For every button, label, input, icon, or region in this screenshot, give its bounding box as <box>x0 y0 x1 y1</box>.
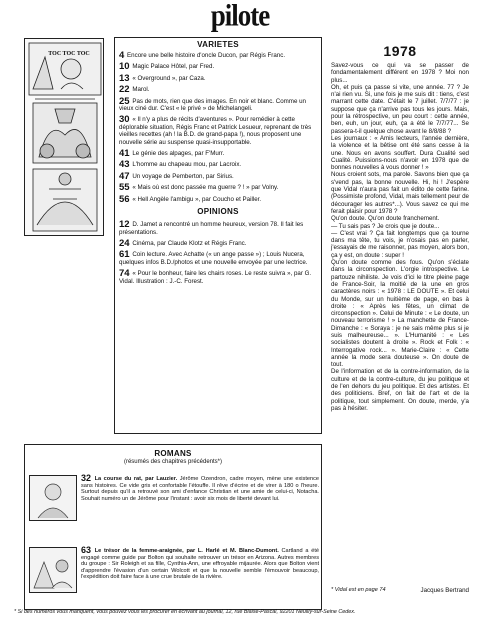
list-item <box>119 95 317 113</box>
editorial-body <box>331 62 469 412</box>
item-text: Le génie des alpages, par F'Murr. <box>132 150 225 158</box>
item-text: « Pour le bonheur, faire les chairs roses. Le reste suivra », par G. Vidal. Illustration : J.-C. Forest. <box>119 270 312 285</box>
opinions-list <box>115 218 321 285</box>
romans-box <box>24 444 322 610</box>
editorial-paragraph: De l'information et de la contre-information, de la culture et de la contre-culture, du jeu politique et de l'en dehors du jeu politique. Et des artistes. Et des politiciens. Bref, on fait de l'art et de la politique, tout simplement. On doute, merde, y'a pas à hésiter. <box>331 368 469 412</box>
list-item <box>119 182 317 194</box>
romans-subtitle: (résumés des chapitres précédents*) <box>123 459 223 465</box>
page-number: 47 <box>119 170 130 182</box>
editorial-paragraph: Les journaux : « Amis lecteurs, l'année dernière, la violence et la bêtise ont été sans cesse à la une. Nous en avons souffert. Dura Cualité sed Cualité. Puissions-nous n'avoir en 1978 que de bonnes nouvelles à vous donner ! » <box>331 134 469 172</box>
item-text: « Overground », par Caza. <box>132 74 206 82</box>
page-number: 30 <box>119 114 130 126</box>
roman-text <box>81 475 319 502</box>
roman-thumbnail <box>29 475 77 521</box>
item-text: Cinéma, par Claude Klotz et Régis Franc. <box>132 239 247 247</box>
table-of-contents <box>114 37 322 434</box>
list-item <box>119 148 317 160</box>
onomatopoeia-text: TOC TOC TOC <box>48 51 90 57</box>
roman-thumbnail <box>29 547 77 593</box>
list-item <box>119 52 317 59</box>
page-number: 41 <box>119 148 130 160</box>
editorial-paragraph: Oh, et puis ça passe si vite, une année. 77 ? Je n'ai rien vu. Si, une fois je me suis dit : tiens, c'est marrant cette date. C'était le 7 juillet. 7/7/77 : je suppose que ça n'arrive pas tous les jours. Mais, pour la rétrospective, un peu court : cette année, ben, euh, un jour, euh, ça a été le 7/7/77... Se passera-t-il quelque chose avant le 8/8/88 ? <box>331 83 469 135</box>
page-number: 25 <box>119 95 130 107</box>
item-text: Marol. <box>132 86 150 94</box>
item-text: « Il n'y a plus de récits d'aventures ». Pour remédier à cette déplorable situation, Régis Franc et Patrick Lesueur, reprenant de très vieilles recettes (ah ! la B.D. de grand-papa !), nous proposent une nouvelle série au suspense quasi-insupportable. <box>119 116 312 146</box>
cover-illustration <box>24 38 104 236</box>
page-number: 22 <box>119 84 130 96</box>
editorial-title: 1978 <box>383 43 417 59</box>
roman-summary: Cartland a été engagé comme guide par Bolton qui souhaite retrouver un trésor en Arizona. Autres membres du groupe : Sir Roleigh et sa fille, Cynthia-Ann, une effroyable mijaurée. Alors que Bolton vient d'apprendre l'évasion d'un certain Wolcott et que la nouvelle semble l'émouvoir beaucoup, l'expédition doit faire face à une crue brutale de la rivière. <box>81 548 319 581</box>
item-text: Un voyage de Pemberton, par Sirius. <box>132 172 234 180</box>
page-number: 24 <box>119 237 130 249</box>
list-item <box>119 193 317 205</box>
list-item <box>119 170 317 182</box>
item-text: Pas de mots, rien que des images. En noir et blanc. Comme un vieux ciné dur. C'est « le privé » de Michelangeli. <box>119 97 306 113</box>
item-text: L'homme au chapeau mou, par Lacroix. <box>132 161 242 169</box>
list-item <box>119 84 317 96</box>
page-number: 13 <box>119 72 130 84</box>
item-text: Encore une belle histoire d'oncle Ducon, par Régis Franc. <box>127 52 286 59</box>
editorial-note: * Vidal est en page 74 <box>331 587 386 593</box>
list-item <box>119 116 317 146</box>
page-number: 43 <box>119 159 130 171</box>
page-footnote: * Si des numéros vous manquent, vous pouvez vous les procurer en écrivant au journal, 12, rue Blaise-Pascal, 92201 Neuilly-sur-Seine Cedex. <box>14 609 356 615</box>
page-number: 56 <box>119 193 130 205</box>
editorial-paragraph: Qu'on doute. Qu'on doute franchement. <box>331 215 440 223</box>
roman-title: Le trésor de la femme-araignée, par L. Harlé et M. Blanc-Dumont. <box>94 548 279 554</box>
item-text: « Hell Angèle l'ambigu », par Coucho et Pailler. <box>132 195 262 203</box>
editorial-signature: Jacques Bertrand <box>420 587 469 594</box>
opinions-heading: OPINIONS <box>197 207 239 217</box>
list-item <box>119 159 317 171</box>
item-text: Coin lecture. Avec Achatte (« un ange passe ») ; Louis Nucera, quelques infos B.D./photos et une nouvelle envoyée par une lectrice. <box>119 251 308 266</box>
editorial-paragraph: Qu'on doute comme des fous. Qu'on s'éclate dans la circonspection. L'orgie introspective. Le partouze nihiliste. Je vois d'ici le titre pleine page de France-Soir, la moitié de la une en gros caractères noirs : « 1978 : LE DOUTE ». Et celui du Monde, sur un huitième de page, en bas à droite : « Après les fêtes, un climat de circonspection ». Celui de Minute : « Le doute, un nouveau terrorisme ! » La manchette de France-Dimanche : « Soraya : je ne sais même plus si je suis malheureuse... ». L'Humanité : « Les socialistes doutent à droite ». Rock et Folk : « Interrogative rock... ». Marie-Claire : « Cette année la mode sera douteuse ». On doute de tout. <box>331 259 469 369</box>
roman-text <box>81 547 319 581</box>
page-number: 4 <box>119 50 125 61</box>
page-number: 32 <box>81 473 92 483</box>
list-item <box>119 270 317 285</box>
romans-heading: ROMANS <box>154 449 192 458</box>
page-number: 74 <box>119 268 130 280</box>
editorial-paragraph: — Tu sais pas ? Je crois que je doute... <box>331 222 440 230</box>
list-item <box>119 221 317 236</box>
item-text: D. Jamet a rencontré un homme heureux, version 78. Il fait les présentations. <box>119 221 304 236</box>
list-item <box>119 72 317 84</box>
masthead-logo: pilote <box>210 0 270 33</box>
editorial-paragraph: Nous croient sots, ma parole. Savons bien que ça s'vend pas, la bonne nouvelle. Hi, hi ! J'espère que Vidal n'aura pas fait un édito de cette farine. (Possimiste profond, Vidal, mais tellement peur de décourager les autres*...). Vous savez ce qui me ferait plaisir pour 1978 ? <box>331 171 469 215</box>
page-number: 12 <box>119 219 130 231</box>
varietes-list <box>115 49 321 203</box>
page-number: 55 <box>119 182 130 194</box>
list-item <box>119 61 317 73</box>
editorial-column <box>331 41 469 606</box>
editorial-paragraph: — C'est vrai ? Ça fait longtemps que ça tourne dans ma tête, tu vois, je n'osais pas en parler, j'essayais de me raisonner, pas moyen, alors bon, ça y est, on doute : super ! <box>331 229 469 259</box>
roman-title: La course du rat, par Lauzier. <box>94 476 178 482</box>
page-number: 63 <box>81 545 92 555</box>
item-text: Magic Palace Hôtel, par Fred. <box>132 63 215 71</box>
varietes-heading: VARIETES <box>197 40 239 49</box>
list-item <box>119 251 317 266</box>
editorial-paragraph: Savez-vous ce qui va se passer de fondamentalement différent en 1978 ? Moi non plus... <box>331 62 469 84</box>
page-number: 61 <box>119 249 130 261</box>
item-text: « Mais où est donc passée ma guerre ? ! » par Volny. <box>132 184 279 192</box>
list-item <box>119 237 317 249</box>
page-number: 10 <box>119 61 130 73</box>
roman-summary: Jérôme Ozendron, cadre moyen, mène une existence sans histoires. Ce vide gris et confortable l'étouffe. Il rêve d'écrire et de virer à 180 o l'heure. Surtout depuis qu'il a retrouvé son ami d'enfance Christian et une amie de celui-ci, Notacha. Souhait numéro un de Jérôme pour l'instant : avoir six mois de liberté devant lui. <box>81 476 319 502</box>
